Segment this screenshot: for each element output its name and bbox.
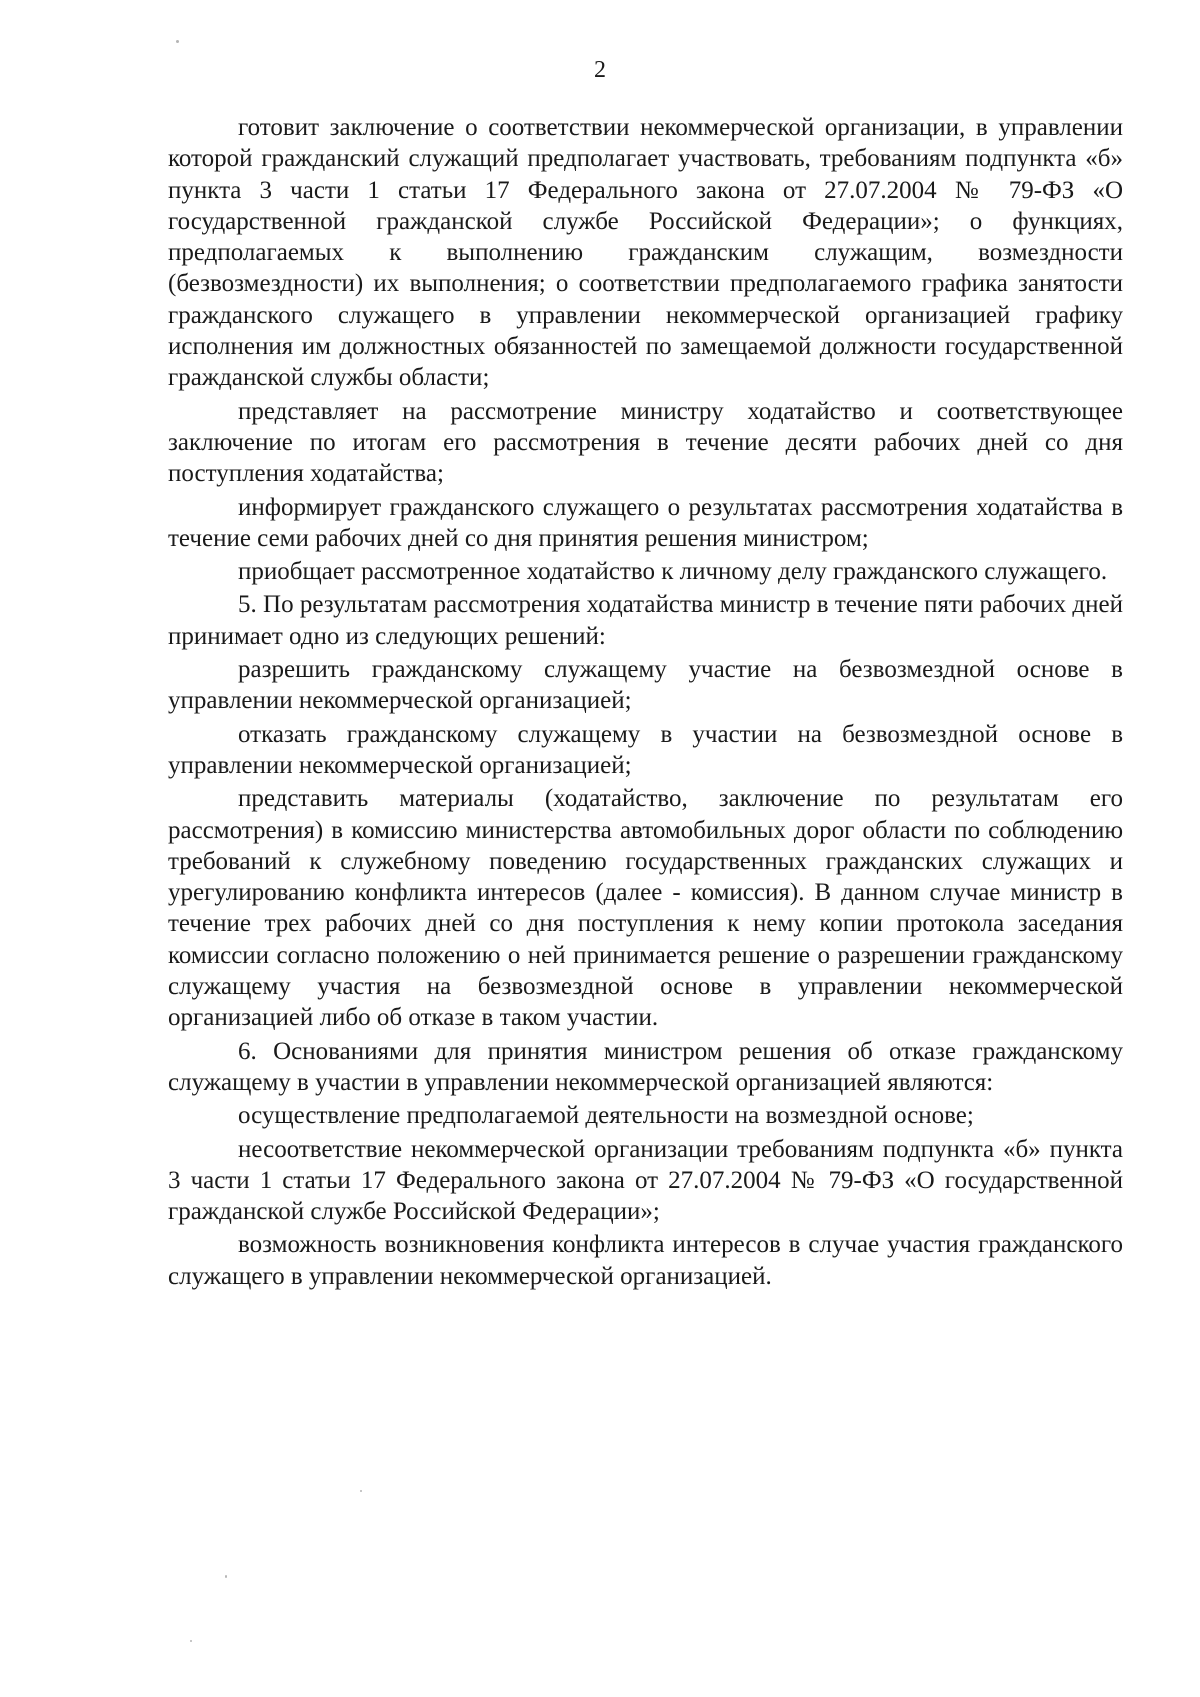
page-number: 2 [594, 57, 606, 83]
paragraph-decision-allow: разрешить гражданскому служащему участие на безвозмездной основе в управлении некоммерческой организацией; [168, 656, 1123, 715]
document-body [168, 112, 1123, 1294]
paragraph-ground-noncompliance: несоответствие некоммерческой организации требованиям подпункта «б» пункта 3 части 1 статьи 17 Федерального закона от 27.07.2004 № 79-ФЗ «О государственной гражданской службе Российской Федерации»; [168, 1135, 1123, 1226]
scan-speck [225, 1575, 227, 1578]
paragraph-conclusion: готовит заключение о соответствии некоммерческой организации, в управлении которой гражданский служащий предполагает участвовать, требованиям подпункта «б» пункта 3 части 1 статьи 17 Федерального закона от 27.07.2004 № 79-ФЗ «О государственной гражданской службе Российской Федерации»; о функциях, предполагаемых к выполнению гражданским служащим, возмездности (безвозмездности) их выполнения; о соответствии предполагаемого графика занятости гражданского служащего в управлении некоммерческой организацией графику исполнения им должностных обязанностей по замещаемой должности государственной гражданской службы области; [168, 114, 1123, 392]
scan-speck [360, 1490, 362, 1492]
scan-speck [176, 40, 179, 43]
paragraph-decision-commission: представить материалы (ходатайство, заключение по результатам его рассмотрения) в комиссию министерства автомобильных дорог области по соблюдению требований к служебному поведению государственных гражданских служащих и урегулированию конфликта интересов (далее - комиссия). В данном случае министр в течение трех рабочих дней со дня поступления к нему копии протокола заседания комиссии согласно положению о ней принимается решение о разрешении гражданскому служащему участия на безвозмездной основе в управлении некоммерческой организацией либо об отказе в таком участии. [168, 785, 1123, 1032]
paragraph-ground-conflict: возможность возникновения конфликта интересов в случае участия гражданского служащего в управлении некоммерческой организацией. [168, 1231, 1123, 1290]
paragraph-item-5: 5. По результатам рассмотрения ходатайства министр в течение пяти рабочих дней принимает одно из следующих решений: [168, 591, 1123, 650]
paragraph-item-6: 6. Основаниями для принятия министром решения об отказе гражданскому служащему в участии в управлении некоммерческой организацией являются: [168, 1037, 1123, 1096]
paragraph-ground-paid-basis: осуществление предполагаемой деятельности на возмездной основе; [238, 1102, 974, 1130]
paragraph-decision-refuse: отказать гражданскому служащему в участии на безвозмездной основе в управлении некоммерческой организацией; [168, 720, 1123, 779]
paragraph-attaches-to-file: приобщает рассмотренное ходатайство к личному делу гражданского служащего. [238, 558, 1108, 586]
paragraph-submits-to-minister: представляет на рассмотрение министру ходатайство и соответствующее заключение по итогам его рассмотрения в течение десяти рабочих дней со дня поступления ходатайства; [168, 397, 1123, 488]
paragraph-informs-employee: информирует гражданского служащего о результатах рассмотрения ходатайства в течение семи рабочих дней со дня принятия решения министром; [168, 493, 1123, 552]
scan-speck [190, 1640, 192, 1642]
